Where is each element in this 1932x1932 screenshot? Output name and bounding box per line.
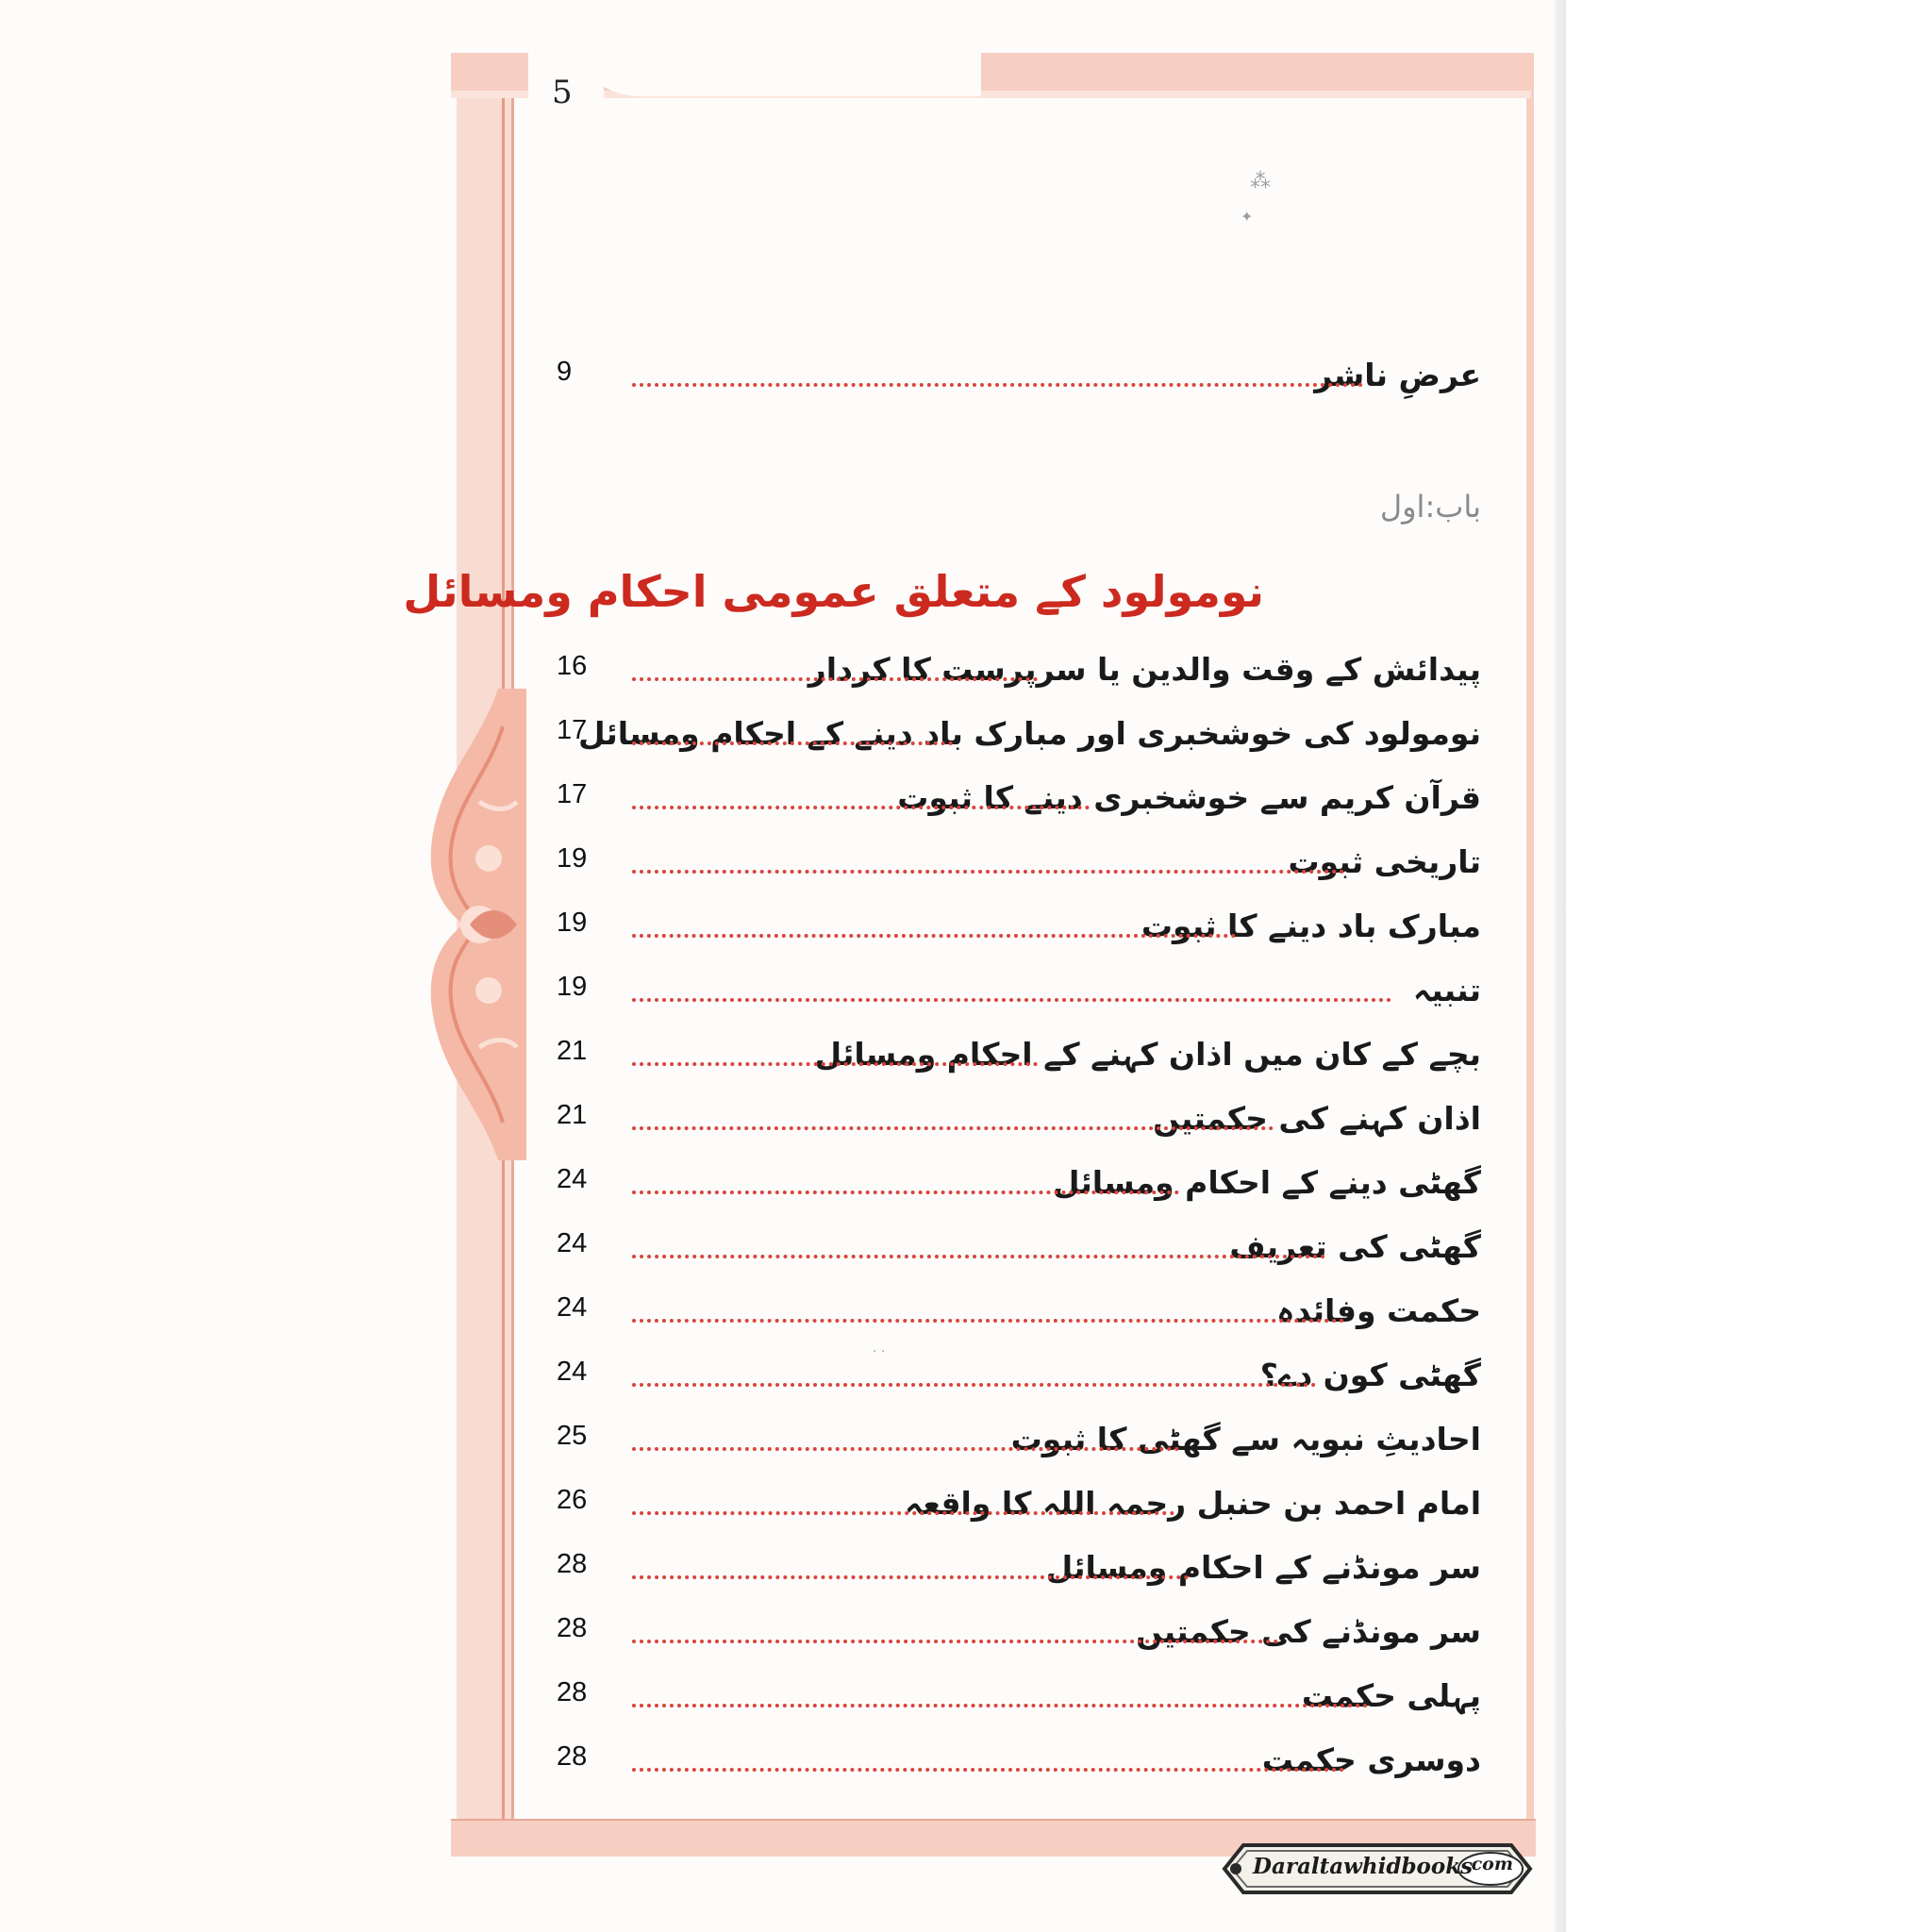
toc-entry[interactable] (557, 1741, 1481, 1798)
toc-dot-leader (632, 379, 1363, 387)
toc-entry[interactable] (557, 1549, 1481, 1606)
scan-smudge: ⁂ (1250, 170, 1271, 193)
toc-entry[interactable] (557, 1613, 1481, 1670)
toc-entry-label: تنبیہ (1412, 972, 1481, 1008)
toc-entry[interactable] (557, 1100, 1481, 1157)
toc-entry[interactable] (557, 1292, 1481, 1349)
toc-dot-leader (632, 802, 1090, 809)
toc-dot-leader (632, 1058, 1038, 1066)
toc-dot-leader (632, 738, 953, 745)
scan-smudge: · · (873, 1344, 886, 1359)
toc-entry-label: مبارک باد دینے کا ثبوت (1141, 908, 1481, 944)
toc-entry-page: 17 (557, 779, 588, 809)
toc-dot-leader (632, 674, 1038, 681)
toc-entry-page: 28 (557, 1741, 588, 1772)
watermark-domain: .com (1465, 1854, 1513, 1874)
toc-entry-label: حکمت وفائدہ (1276, 1292, 1481, 1329)
toc-dot-leader (632, 1315, 1344, 1323)
toc-entry-page: 25 (557, 1421, 588, 1451)
page-number: 5 (552, 74, 573, 111)
toc-dot-leader (632, 930, 1236, 938)
toc-entry[interactable] (557, 1164, 1481, 1221)
toc-dot-leader (632, 1251, 1325, 1258)
toc-entry-page: 9 (557, 357, 573, 387)
toc-entry[interactable] (557, 651, 1481, 708)
toc-entry[interactable] (557, 1036, 1481, 1092)
toc-entry-page: 17 (557, 715, 588, 745)
toc-entry-label: عرضِ ناشر (1314, 357, 1481, 393)
toc-dot-leader (632, 1764, 1344, 1772)
toc-entry[interactable] (557, 715, 1481, 772)
toc-entry-page: 28 (557, 1677, 588, 1707)
toc-entry-page: 28 (557, 1613, 588, 1643)
toc-entry-label: نومولود کی خوشخبری اور مبارک باد دینے کے احکام ومسائل (577, 715, 1481, 752)
toc-entry-label: قرآن کریم سے خوشخبری دینے کا ثبوت (897, 779, 1481, 816)
chapter-label: باب:اول (1379, 489, 1481, 525)
toc-dot-leader (632, 1187, 1179, 1194)
toc-entry-label: بچے کے کان میں اذان کہنے کے احکام ومسائل (814, 1036, 1481, 1073)
toc-entry-label: امام احمد بن حنبل رحمہ اللہ کا واقعہ (904, 1485, 1481, 1522)
toc-entry[interactable] (557, 1485, 1481, 1541)
toc-entry-page: 19 (557, 843, 588, 874)
toc-entry[interactable] (557, 1421, 1481, 1477)
toc-dot-leader (632, 1636, 1278, 1643)
toc-dot-leader (632, 1123, 1274, 1130)
toc-entry[interactable] (557, 1228, 1481, 1285)
frame-top-inner-band (451, 91, 1531, 98)
toc-entry-label: سر مونڈنے کی حکمتیں (1135, 1613, 1481, 1650)
scan-smudge: ✦ (1241, 208, 1254, 225)
toc-dot-leader (632, 1572, 1189, 1579)
toc-entry-label: گھٹی دینے کے احکام ومسائل (1052, 1164, 1481, 1201)
toc-entry-page: 28 (557, 1549, 588, 1579)
chapter-title: نومولود کے متعلق عمومی احکام ومسائل (403, 566, 1264, 617)
toc-entry-intro[interactable] (557, 357, 1481, 413)
toc-dot-leader (632, 866, 1344, 874)
toc-entry[interactable] (557, 908, 1481, 964)
toc-entry-page: 24 (557, 1292, 588, 1323)
watermark-text: Daraltawhidbooks (1253, 1854, 1474, 1879)
toc-dot-leader (632, 1507, 1174, 1515)
toc-entry-page: 24 (557, 1357, 588, 1387)
toc-entry-label: گھٹی کی تعریف (1229, 1228, 1481, 1265)
toc-entry-page: 24 (557, 1228, 588, 1258)
scan-margin (1566, 0, 1932, 1932)
toc-entry-page: 21 (557, 1100, 588, 1130)
frame-corner-curve (585, 53, 981, 96)
toc-entry[interactable] (557, 1357, 1481, 1413)
toc-dot-leader (632, 1700, 1368, 1707)
toc-entry-label: تاریخی ثبوت (1288, 843, 1481, 880)
toc-entry-label: اذان کہنے کی حکمتیں (1153, 1100, 1481, 1137)
toc-entry[interactable] (557, 843, 1481, 900)
toc-entry[interactable] (557, 972, 1481, 1028)
toc-entry-label: سر مونڈنے کے احکام ومسائل (1045, 1549, 1481, 1586)
frame-right-border (1526, 53, 1534, 1855)
toc-entry-page: 24 (557, 1164, 588, 1194)
toc-entry-page: 19 (557, 908, 588, 938)
toc-entry-label: احادیثِ نبویہ سے گھٹی کا ثبوت (1010, 1421, 1481, 1457)
toc-entry-page: 26 (557, 1485, 588, 1515)
toc-entry-label: پہلی حکمت (1301, 1677, 1481, 1714)
toc-dot-leader (632, 994, 1391, 1002)
toc-entry-label: گھٹی کون دے؟ (1259, 1357, 1481, 1393)
toc-dot-leader (632, 1379, 1316, 1387)
toc-entry-page: 21 (557, 1036, 588, 1066)
toc-entry-page: 19 (557, 972, 588, 1002)
toc-dot-leader (632, 1443, 1179, 1451)
toc-entry-label: پیدائش کے وقت والدین یا سرپرست کا کردار (808, 651, 1481, 688)
toc-entry-page: 16 (557, 651, 588, 681)
toc-entry[interactable] (557, 779, 1481, 836)
floral-ornament-icon (423, 689, 526, 1160)
toc-entry-label: دوسری حکمت (1261, 1741, 1481, 1778)
toc-entry[interactable] (557, 1677, 1481, 1734)
